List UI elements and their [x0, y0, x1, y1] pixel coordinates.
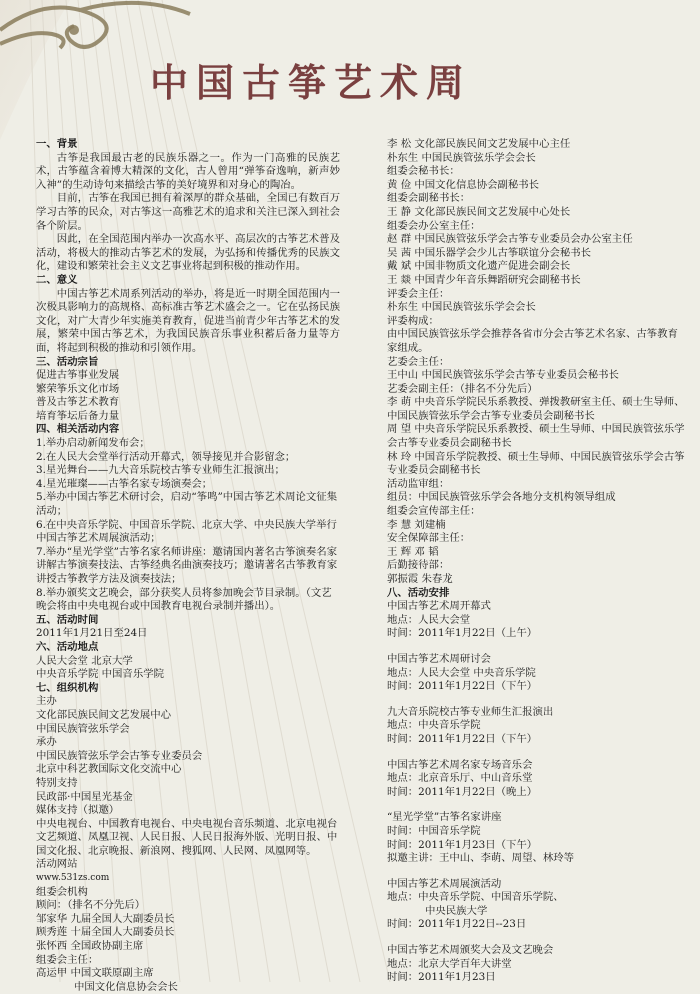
page-title: 中国古筝艺术周 [150, 61, 473, 105]
event-name: 中国古筝艺术周研讨会 [387, 652, 491, 665]
list-item: 郭振霞 朱春龙 [387, 573, 453, 585]
list-item: 3.星光舞台——九大音乐院校古筝专业师生汇报演出； [36, 464, 285, 477]
list-item: 王 燚 中国青少年音乐舞蹈研究会副秘书长 [387, 273, 581, 286]
list-item: 民政部·中国星光基金 [36, 790, 133, 803]
list-item: 邹家华 九届全国人大副委员长 [36, 912, 175, 925]
right-column [387, 138, 687, 985]
event-name: “星光学堂”古筝名家讲座 [387, 811, 502, 824]
list-item: 8.举办颁奖文艺晚会，部分获奖人员将参加晚会节目录制。（文艺晚会将由中央电视台或中国教育电视台录制并播出）。 [36, 586, 332, 613]
label: 评委构成： [387, 314, 439, 327]
section-significance-heading: 二、意义 [36, 273, 78, 286]
list-item: 戴 斌 中国非物质文化遗产促进会副会长 [387, 260, 571, 273]
label: 特别支持 [36, 776, 78, 789]
spacer [387, 799, 687, 811]
list-item: 由中国民族管弦乐学会推荐各省市分会古筝艺术名家、古筝教育家组成。 [387, 328, 678, 354]
event-time: 时间：2011年1月22日（下午） [387, 732, 538, 745]
spacer [387, 694, 687, 706]
event-place: 地点：北京大学百年大讲堂 [387, 957, 512, 970]
event-time: 时间：2011年1月23日 [387, 971, 496, 984]
label: 顾问：（排名不分先后） [36, 899, 146, 912]
section-background-heading: 一、背景 [36, 138, 78, 150]
label: 活动网站 [36, 858, 78, 871]
list-item: 李 松 文化部民族民间文艺发展中心主任 [387, 138, 571, 150]
section-venue-heading: 六、活动地点 [36, 640, 99, 653]
label: 组委会秘书长： [387, 165, 460, 178]
spacer [387, 641, 687, 653]
label: 评委会主任： [387, 287, 450, 300]
section-organization-heading: 七、组织机构 [36, 681, 99, 694]
list-item: 李 萌 中央音乐学院民乐系教授、弹拨教研室主任、硕士生导师、中国民族管弦乐学会古筝专业委员会副秘书长 [387, 396, 685, 422]
event-time: 时间：2011年1月22日（晚上） [387, 785, 538, 798]
list-item: 中国民族管弦乐学会古筝专业委员会 [36, 749, 203, 762]
event-place: 地点：中央音乐学院 [387, 719, 481, 732]
list-item: 中国民族管弦乐学会 [36, 722, 130, 735]
section-time-heading: 五、活动时间 [36, 613, 99, 626]
list-item: 组员：中国民族管弦乐学会各地分支机构领导组成 [387, 491, 616, 504]
list-item: 6.在中央音乐学院、中国音乐学院、北京大学、中央民族大学举行中国古筝艺术周展演活动； [36, 518, 337, 545]
label: 主办 [36, 695, 57, 708]
list-item: 北京中科艺教国际文化交流中心 [36, 763, 182, 776]
event-name: 中国古筝艺术周展演活动 [387, 877, 502, 890]
list-item: 张怀西 全国政协副主席 [36, 940, 144, 953]
label: 媒体支持（拟邀） [36, 804, 120, 817]
list-item: 顾秀莲 十届全国人大副委员长 [36, 926, 175, 939]
event-name: 中国古筝艺术周名家专场音乐会 [387, 758, 533, 771]
list-item: 中央音乐学院 中国音乐学院 [36, 668, 164, 681]
paragraph: 目前，古筝在我国已拥有着深厚的群众基础，全国已有数百万学习古筝的民众，对古筝这一高雅艺术的追求和关注已深入到社会各个阶层。 [36, 192, 340, 232]
list-item: 2.在人民大会堂举行活动开幕式，领导接见并合影留念； [36, 450, 296, 463]
list-item: 朴东生 中国民族管弦乐学会会长 [387, 301, 536, 314]
event-time: 时间：2011年1月23日（下午） [387, 838, 538, 851]
label: 组委会办公室主任： [387, 219, 481, 232]
label: 后勤接待部： [387, 559, 450, 572]
list-item: 培育筝坛后备力量 [36, 409, 120, 422]
label: 组委会机构 [36, 885, 88, 898]
list-item: 高运甲 中国文联原副主席 [36, 967, 154, 980]
list-item: 吴 茜 中国乐器学会少儿古筝联谊分会秘书长 [387, 246, 592, 259]
event-name: 中国古筝艺术周开幕式 [387, 600, 491, 613]
label: 组委会副秘书长： [387, 192, 471, 205]
spacer [387, 932, 687, 944]
label: 组委会宣传部主任： [387, 505, 481, 518]
label: 组委会主任： [36, 953, 99, 966]
label: 安全保障部主任： [387, 532, 471, 545]
paragraph: 因此，在全国范围内举办一次高水平、高层次的古筝艺术普及活动，将极大的推动古筝艺术的发展，为弘扬和传播优秀的民族文化，建设和繁荣社会主义文艺事业将起到积极的推动作用。 [36, 233, 340, 273]
list-item: 李 慧 刘建楠 [387, 518, 446, 531]
label: 活动监审组： [387, 477, 450, 490]
list-item: 7.举办“星光学堂”古筝名家名师讲座：邀请国内著名古筝演奏名家讲解古筝演奏技法、古筝经典名曲演奏技巧；邀请著名古筝教育家讲授古筝教学方法及演奏技法； [36, 545, 338, 585]
list-item: 普及古筝艺术教育 [36, 396, 120, 409]
event-place: 时间：中国音乐学院 [387, 824, 481, 837]
left-column [36, 138, 340, 994]
list-item: 王 辉 邓 韬 [387, 545, 439, 558]
event-time: 时间：2011年1月22日--23日 [387, 918, 527, 931]
event-place: 地点：人民大会堂 [387, 613, 471, 626]
list-item: 促进古筝事业发展 [36, 369, 120, 382]
list-item: 黄 俭 中国文化信息协会副秘书长 [387, 178, 540, 191]
label: 艺委会副主任：（排名不分先后） [387, 382, 538, 395]
label: 艺委会主任： [387, 355, 450, 368]
list-item: 4.星光璀璨——古筝名家专场演奏会； [36, 477, 213, 490]
event-speakers: 拟邀主讲：王中山、李萌、周望、林玲等 [387, 852, 575, 865]
section-purpose-heading: 三、活动宗旨 [36, 355, 99, 368]
event-time: 时间：2011年1月22日（上午） [387, 627, 538, 640]
list-item: 1.举办启动新闻发布会； [36, 437, 150, 450]
paragraph: 中国古筝艺术周系列活动的举办，将是近一时期全国范围内一次极具影响力的高规格、高标准古筝艺术盛会之一。它在弘扬民族文化，对广大青少年实施美育教育，促进当前青少年古筝艺术的发展，繁荣中国古筝艺术，为我国民族音乐事业积蓄后备力量等方面，将起到积极的推动和引领作用。 [36, 287, 340, 354]
list-item: 人民大会堂 北京大学 [36, 654, 133, 667]
list-item: 王中山 中国民族管弦乐学会古筝专业委员会秘书长 [387, 369, 619, 382]
event-place: 地点：人民大会堂 中央音乐学院 [387, 666, 536, 679]
list-item: 中国文化信息协会会长 [74, 980, 178, 993]
list-item: 王 静 文化部民族民间文艺发展中心处长 [387, 205, 571, 218]
list-item: 朴东生 中国民族管弦乐学会会长 [387, 151, 536, 164]
event-place: 地点：中央音乐学院、中国音乐学院、 [387, 891, 564, 904]
event-place: 中央民族大学 [425, 904, 488, 917]
paragraph: 古筝是我国最古老的民族乐器之一。作为一门高雅的民族艺术，古筝蕴含着博大精深的文化，古人曾用“弹筝奋逸响，新声妙入神”的生动诗句来描绘古筝的美好境界和对身心的陶冶。 [36, 151, 340, 191]
list-item: 繁荣筝乐文化市场 [36, 382, 120, 395]
spacer [387, 866, 687, 878]
website-link[interactable]: www.531zs.com [36, 873, 110, 884]
list-item: 5.举办中国古筝艺术研讨会，启动“筝鸣”中国古筝艺术周论文征集活动； [36, 491, 338, 518]
label: 承办 [36, 736, 57, 749]
list-item: 林 玲 中国音乐学院教授、硕士生导师、中国民族管弦乐学会古筝专业委员会副秘书长 [387, 450, 685, 477]
list-item: 周 望 中央音乐学院民乐系教授、硕士生导师、中国民族管弦乐学会古筝专业委员会副秘书长 [387, 423, 685, 450]
event-time: 2011年1月21日至24日 [36, 627, 148, 640]
section-schedule-heading: 八、活动安排 [387, 586, 450, 599]
event-name: 九大音乐院校古筝专业师生汇报演出 [387, 705, 554, 718]
section-activities-heading: 四、相关活动内容 [36, 423, 120, 436]
event-place: 地点：北京音乐厅、中山音乐堂 [387, 772, 533, 785]
event-name: 中国古筝艺术周颁奖大会及文艺晚会 [387, 944, 554, 957]
list-item: 赵 群 中国民族管弦乐学会古筝专业委员会办公室主任 [387, 233, 633, 246]
media-list: 中央电视台、中国教育电视台、中央电视台音乐频道、北京电视台文艺频道、凤凰卫视、人民日报、人民日报海外版、光明日报、中国文化报、北京晚报、新浪网、搜狐网、人民网、凤凰网等。 [36, 817, 338, 857]
spacer [387, 747, 687, 759]
list-item: 文化部民族民间文艺发展中心 [36, 708, 172, 721]
event-time: 时间：2011年1月22日（下午） [387, 680, 538, 693]
